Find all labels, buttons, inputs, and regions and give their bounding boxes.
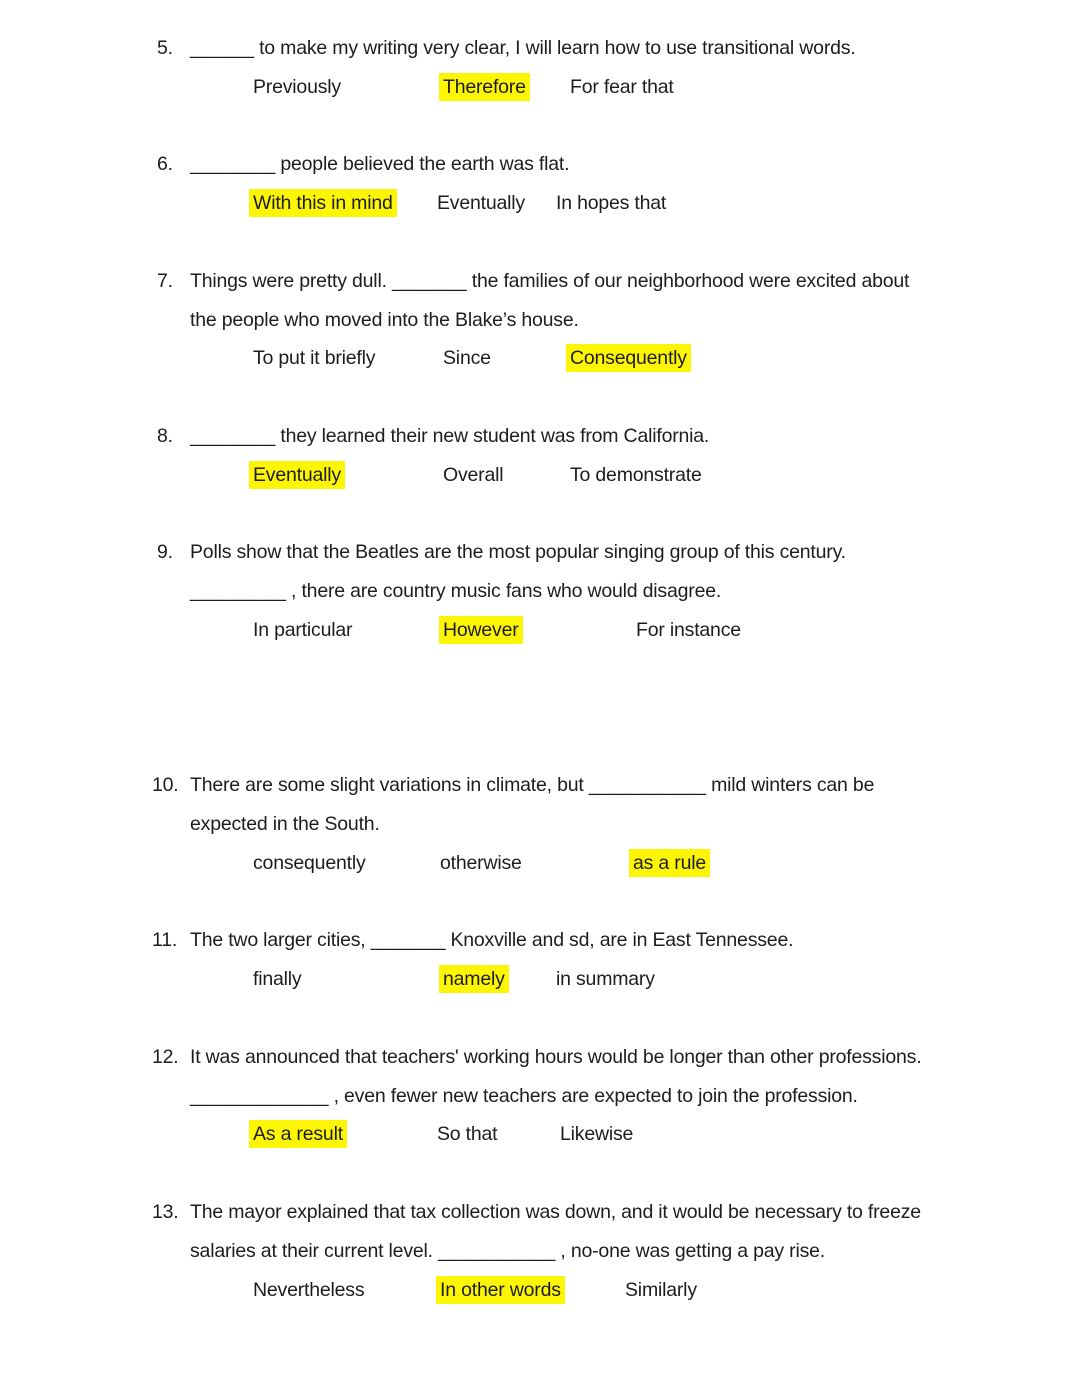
- answer-option: However: [439, 616, 523, 644]
- question-text: It was announced that teachers' working hours would be longer than other professions.: [190, 1045, 922, 1068]
- question-line: [0, 1193, 1080, 1232]
- question-text: There are some slight variations in climate, but ___________ mild winters can be: [190, 774, 875, 797]
- answer-option: In hopes that: [556, 192, 667, 215]
- question-item: [0, 766, 1080, 882]
- answer-option: To put it briefly: [253, 347, 376, 370]
- question-item: [0, 1193, 1080, 1309]
- question-item: [0, 1038, 1080, 1154]
- question-item: [0, 262, 1080, 378]
- question-text: ________ people believed the earth was flat.: [190, 153, 570, 176]
- answer-option: For fear that: [570, 75, 674, 98]
- question-item: [0, 533, 1080, 649]
- answer-option: as a rule: [629, 849, 710, 877]
- answer-option: As a result: [249, 1120, 347, 1148]
- question-number: 7.: [157, 269, 173, 292]
- answer-option: In particular: [253, 618, 353, 641]
- question-number: 12.: [152, 1045, 179, 1068]
- question-text: The mayor explained that tax collection was down, and it would be necessary to freeze: [190, 1200, 921, 1223]
- question-text: ________ they learned their new student was from California.: [190, 424, 710, 447]
- question-line: [0, 1232, 1080, 1271]
- question-text: the people who moved into the Blake’s house.: [190, 308, 579, 331]
- question-line: [0, 145, 1080, 184]
- question-text: Polls show that the Beatles are the most popular singing group of this century.: [190, 541, 846, 564]
- answer-option: Nevertheless: [253, 1278, 365, 1301]
- question-item: [0, 417, 1080, 495]
- answer-option: finally: [253, 968, 302, 991]
- question-text: salaries at their current level. ___________ , no-one was getting a pay rise.: [190, 1239, 825, 1262]
- answer-option: Similarly: [625, 1278, 697, 1301]
- answer-option: Consequently: [566, 344, 691, 372]
- question-text: The two larger cities, _______ Knoxville and sd, are in East Tennessee.: [190, 929, 794, 952]
- answer-option: otherwise: [440, 851, 522, 874]
- question-line: [0, 805, 1080, 844]
- options-line: [0, 960, 1080, 999]
- question-text: Things were pretty dull. _______ the families of our neighborhood were excited about: [190, 269, 910, 292]
- question-number: 10.: [152, 774, 179, 797]
- answer-option: Since: [443, 347, 491, 370]
- options-line: [0, 611, 1080, 650]
- question-line: [0, 1077, 1080, 1116]
- question-number: 6.: [157, 153, 173, 176]
- question-text: expected in the South.: [190, 812, 380, 835]
- answer-option: In other words: [436, 1276, 565, 1304]
- question-line: [0, 417, 1080, 456]
- answer-option: namely: [439, 965, 509, 993]
- answer-option: For instance: [636, 618, 741, 641]
- question-number: 11.: [152, 929, 178, 952]
- question-number: 9.: [157, 541, 173, 564]
- answer-option: To demonstrate: [570, 463, 702, 486]
- options-line: [0, 1271, 1080, 1310]
- options-line: [0, 844, 1080, 883]
- options-line: [0, 1115, 1080, 1154]
- question-item: [0, 145, 1080, 223]
- question-line: [0, 29, 1080, 68]
- options-line: [0, 68, 1080, 107]
- worksheet-page: [0, 29, 1080, 1309]
- question-line: [0, 921, 1080, 960]
- question-text: _____________ , even fewer new teachers are expected to join the profession.: [190, 1084, 858, 1107]
- options-line: [0, 339, 1080, 378]
- options-line: [0, 184, 1080, 223]
- answer-option: consequently: [253, 851, 366, 874]
- answer-option: Therefore: [439, 73, 530, 101]
- answer-option: Eventually: [249, 461, 345, 489]
- answer-option: Eventually: [437, 192, 525, 215]
- answer-option: With this in mind: [249, 189, 397, 217]
- question-line: [0, 301, 1080, 340]
- question-item: [0, 29, 1080, 107]
- question-number: 8.: [157, 424, 173, 447]
- question-item: [0, 921, 1080, 999]
- answer-option: in summary: [556, 968, 655, 991]
- question-line: [0, 1038, 1080, 1077]
- question-number: 5.: [157, 37, 173, 59]
- options-line: [0, 456, 1080, 495]
- question-line: [0, 766, 1080, 805]
- question-line: [0, 572, 1080, 611]
- question-text: _________ , there are country music fans who would disagree.: [190, 580, 722, 603]
- answer-option: Previously: [253, 75, 341, 98]
- question-text: ______ to make my writing very clear, I will learn how to use transitional words.: [190, 37, 856, 59]
- question-line: [0, 262, 1080, 301]
- answer-option: Likewise: [560, 1123, 634, 1146]
- question-line: [0, 533, 1080, 572]
- question-number: 13.: [152, 1200, 179, 1223]
- answer-option: So that: [437, 1123, 498, 1146]
- answer-option: Overall: [443, 463, 504, 486]
